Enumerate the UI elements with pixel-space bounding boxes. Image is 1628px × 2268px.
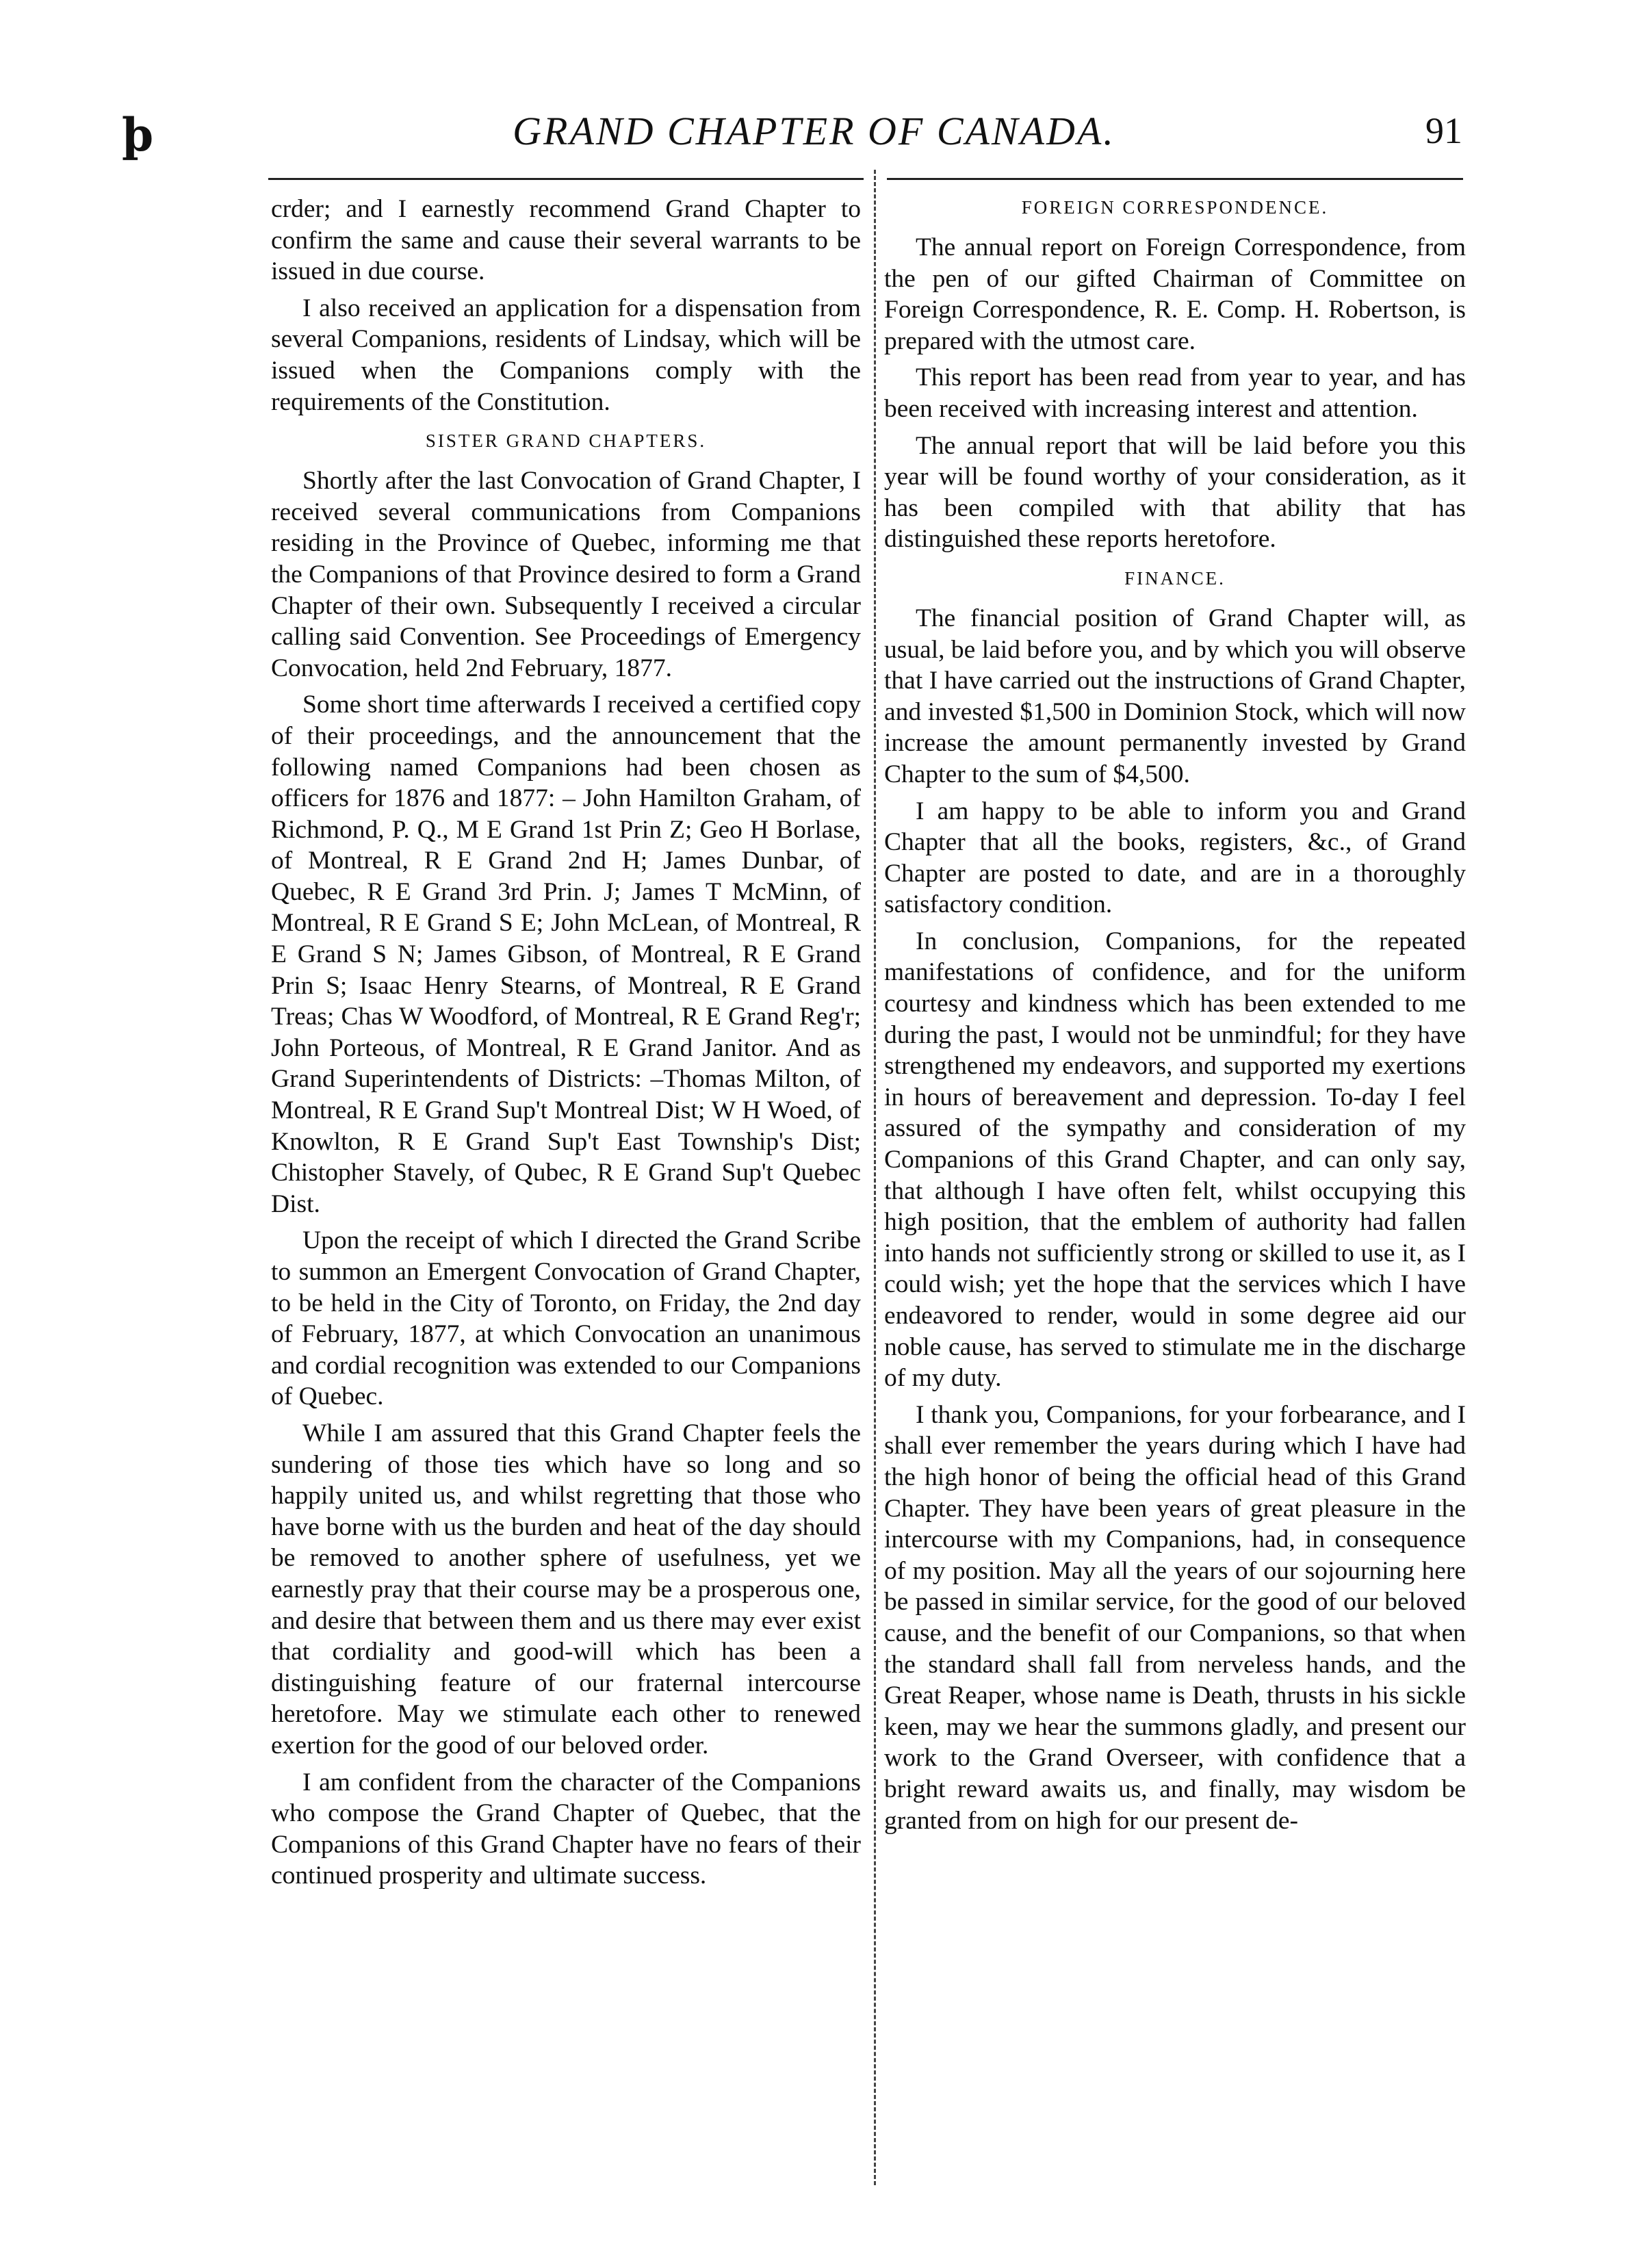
section-heading-sister-grand-chapters: SISTER GRAND CHAPTERS.: [425, 430, 707, 452]
header-rule-right: [887, 178, 1463, 180]
page-number: 91: [1425, 110, 1462, 151]
left-column: [271, 194, 861, 1892]
paragraph: This report has been read from year to year, and has been received with increasing interest and attention.: [884, 363, 1466, 423]
paragraph: In conclusion, Companions, for the repeated manifestations of confidence, and for the uniform courtesy and kindness which has been extended to me during the past, I would not be unmindful; for they have strengthened my endeavors, and supported my exertions in hours of bereavement and depression. To-day I feel assured of the sympathy and consideration of my Companions of this Grand Chapter, and can only say, that although I have often felt, whilst occupying this high position, that the emblem of authority had fallen into hands not sufficiently strong or skilled to use it, as I could wish; yet the hope that the services which I have endeavored to render, would in some degree aid our noble cause, has served to stimulate me in the discharge of my duty.: [884, 927, 1466, 1393]
paragraph: Some short time afterwards I received a certified copy of their proceedings, and the announcement that the following named Companions had been chosen as officers for 1876 and 1877: – John Hamilton Graham, of Richmond, P. Q., M E Grand 1st Prin Z; Geo H Borlase, of Montreal, R E Grand 2nd H; James Dunbar, of Quebec, R E Grand 3rd Prin. J; James T McMinn, of Montreal, R E Grand S E; John McLean, of Montreal, R E Grand S N; James Gibson, of Montreal, R E Grand Prin S; Isaac Henry Stearns, of Montreal, R E Grand Treas; Chas W Woodford, of Montreal, R E Grand Reg'r; John Porteous, of Montreal, R E Grand Janitor. And as Grand Superintendents of Districts: –Thomas Milton, of Montreal, R E Grand Sup't Montreal Dist; W H Woed, of Knowlton, R E Grand Sup't East Township's Dist; Chistopher Stavely, of Qubec, R E Grand Sup't Quebec Dist.: [271, 691, 861, 1218]
paragraph: The annual report that will be laid before you this year will be found worthy of your consideration, as it has been compiled with that ability that has distinguished these reports heretofore.: [884, 431, 1466, 554]
header-rule-left: [268, 178, 864, 180]
paragraph: While I am assured that this Grand Chapter feels the sundering of those ties which have so long and so happily united us, and whilst regretting that those who have borne with us the burden and heat of the day should be removed to another sphere of usefulness, yet we earnestly pray that their course may be a prosperous one, and desire that between them and us there may ever exist that cordiality and good-will which has been a distinguishing feature of our fraternal intercourse heretofore. May we stimulate each other to renewed exertion for the good of our beloved order.: [271, 1419, 861, 1760]
paragraph: I am happy to be able to inform you and Grand Chapter that all the books, registers, &c., of Grand Chapter are posted to date, and are in a thoroughly satisfactory condition.: [884, 797, 1466, 919]
paragraph: I also received an application for a dispensation from several Companions, residents of Lindsay, which will be issued when the Companions comply with the requirements of the Constitution.: [271, 294, 861, 416]
paragraph: Upon the receipt of which I directed the Grand Scribe to summon an Emergent Convocation of Grand Chapter, to be held in the City of Toronto, on Friday, the 2nd day of February, 1877, at which Convocation an unanimous and cordial recognition was extended to our Companions of Quebec.: [271, 1226, 861, 1411]
paragraph: The annual report on Foreign Correspondence, from the pen of our gifted Chairman of Committee on Foreign Correspondence, R. E. Comp. H. Robertson, is prepared with the utmost care.: [884, 233, 1466, 355]
paragraph: I thank you, Companions, for your forbearance, and I shall ever remember the years during which I have had the high honor of being the official head of this Grand Chapter. They have been years of great pleasure in the intercourse with my Companions, had, in consequence of my position. May all the years of our sojourning here be passed in similar service, for the good of our beloved cause, and the benefit of our Companions, so that when the standard shall fall from nerveless hands, and the Great Reaper, whose name is Death, thrusts in his sickle keen, may we hear the summons gladly, and present our work to the Grand Overseer, with confidence that a bright reward awaits us, and finally, may wisdom be granted from on high for our present de-: [884, 1400, 1466, 1835]
paragraph: Shortly after the last Convocation of Grand Chapter, I received several communications from Companions residing in the Province of Quebec, informing me that the Companions of that Province desired to form a Grand Chapter of their own. Subsequently I received a circular calling said Convention. See Proceedings of Emergency Convocation, held 2nd February, 1877.: [271, 467, 861, 682]
paragraph: I am confident from the character of the Companions who compose the Grand Chapter of Quebec, that the Companions of this Grand Chapter have no fears of their continued prosperity and ultimate success.: [271, 1768, 861, 1890]
paragraph: crder; and I earnestly recommend Grand Chapter to confirm the same and cause their several warrants to be issued in due course.: [271, 195, 861, 286]
section-heading-foreign-correspondence: FOREIGN CORRESPONDENCE.: [1021, 197, 1329, 218]
section-heading-finance: FINANCE.: [1124, 567, 1226, 589]
running-head: GRAND CHAPTER OF CANADA.: [513, 109, 1115, 153]
margin-mark: þ: [122, 108, 154, 162]
right-column: [884, 194, 1466, 1836]
column-divider: [874, 170, 876, 2185]
paragraph: The financial position of Grand Chapter will, as usual, be laid before you, and by which you will observe that I have carried out the instructions of Grand Chapter, and invested $1,500 in Dominion Stock, which will now increase the amount permanently invested by Grand Chapter to the sum of $4,500.: [884, 604, 1466, 788]
